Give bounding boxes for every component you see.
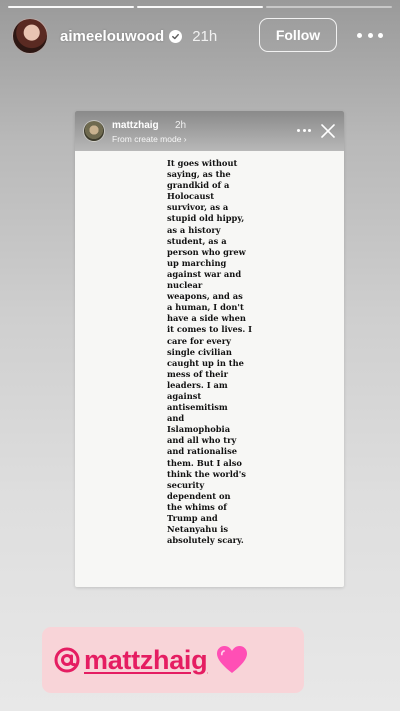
progress-segment [266,6,392,8]
story-header [12,16,388,56]
mention-handle[interactable]: mattzhaig [84,644,208,675]
follow-button[interactable]: Follow [259,18,337,52]
story-progress-bar [8,6,392,8]
avatar[interactable] [12,18,48,54]
shared-story-subtitle: From create mode › [112,134,187,144]
at-sign-icon [54,647,80,673]
shared-story-header [75,111,344,151]
shared-story-more-icon [297,129,311,133]
close-icon [321,124,335,138]
verified-badge-icon [169,30,182,43]
more-options-icon[interactable] [357,24,383,46]
shared-story-username: mattzhaig [112,120,159,131]
pink-heart-icon [216,645,248,675]
username[interactable]: aimeelouwood [60,27,165,45]
post-time: 21h [192,27,218,45]
progress-segment [8,6,134,8]
progress-segment [137,6,263,8]
shared-story-avatar [83,120,105,142]
shared-story-text: It goes without saying, as the grandkid of a Holocaust survivor, as a stupid old hippy, as a history student, as a person who grew up marching against war and nuclear weapons, and as a human, I don't have a side when it comes to lives. I care for every single civilian caught up in the mess of their leaders. I am against antisemitism and Islamophobia and all who try and rationalise them. But I also think the world's security dependent on the whims of Trump and Netanyahu is absolutely scary. [167,158,253,546]
shared-story-time: 2h [175,120,187,131]
mention-sticker[interactable] [42,627,304,693]
